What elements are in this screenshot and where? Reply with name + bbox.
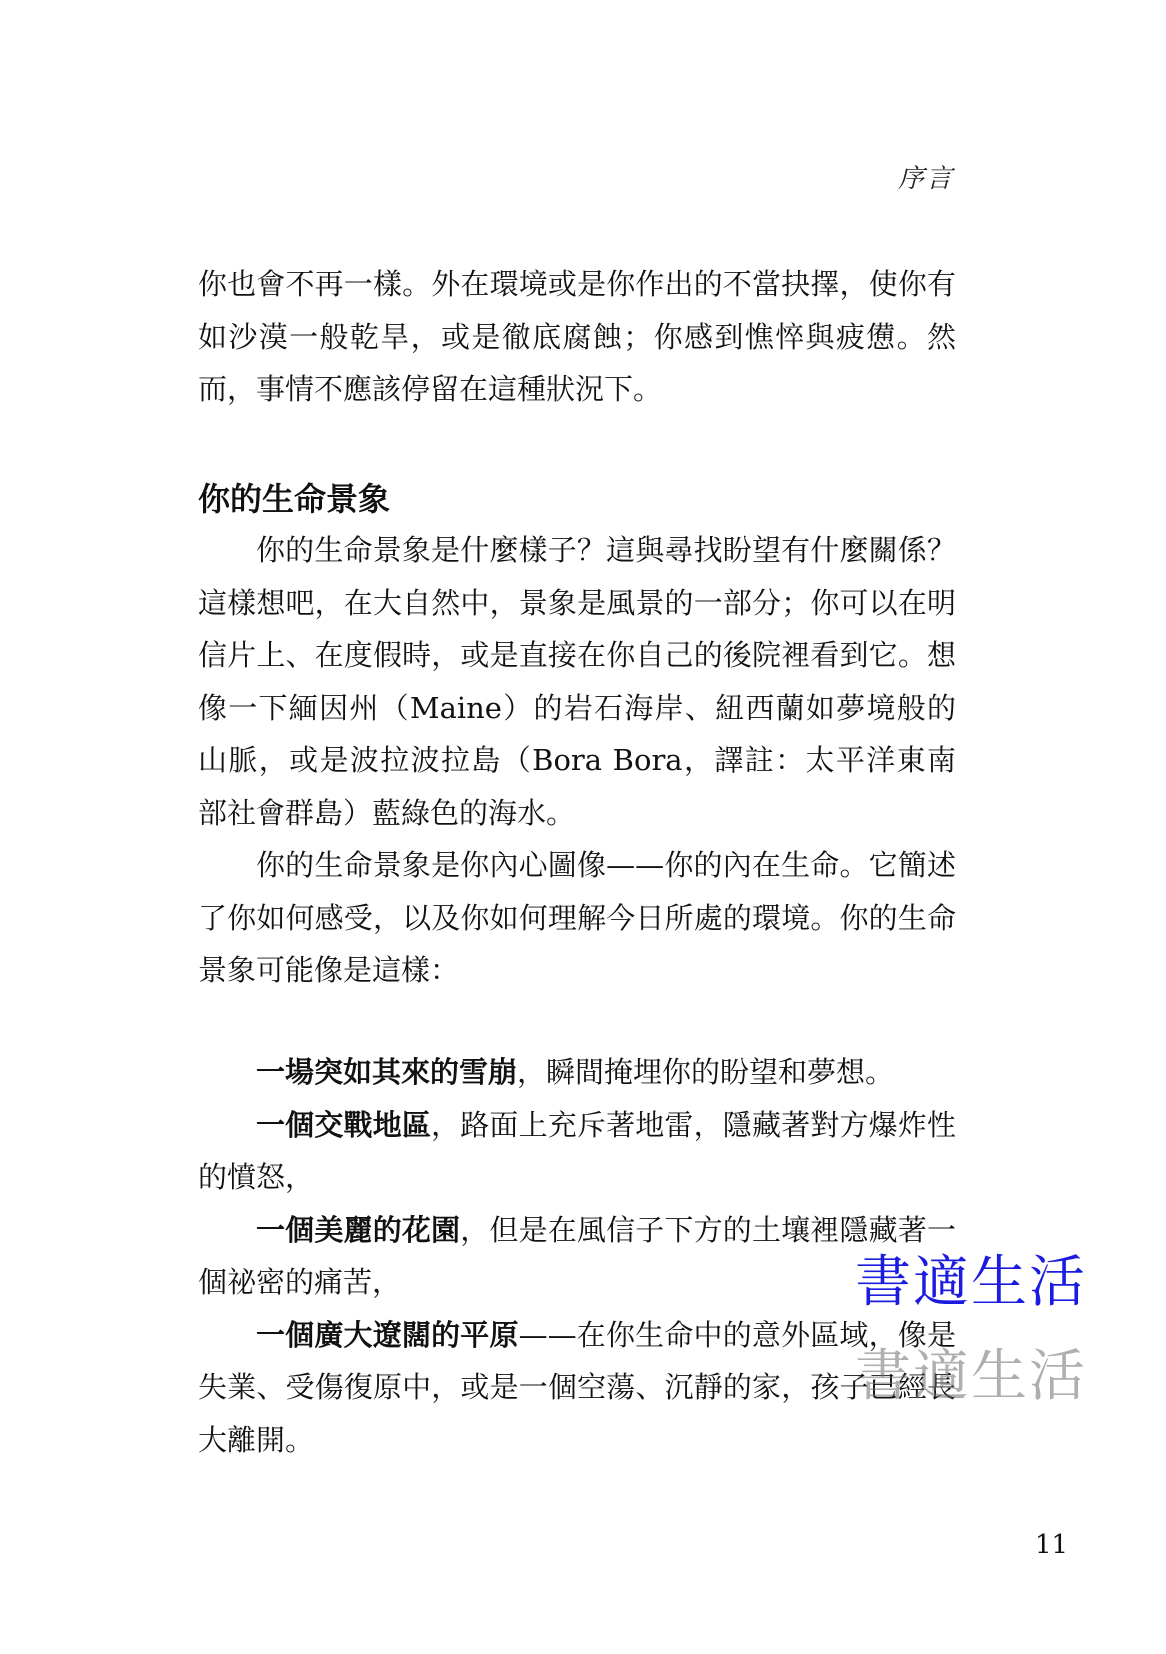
page-number: 11: [1035, 1530, 1069, 1560]
list-item: [198, 1046, 956, 1099]
body-paragraph: 你的生命景象是你內心圖像——你的內在生命。它簡述了你如何感受，以及你如何理解今日所處的環境。你的生命景象可能像是這樣：: [198, 848, 956, 987]
list-item-lead: 一場突如其來的雪崩: [256, 1055, 518, 1089]
publisher-watermark-faded: 書適生活: [855, 1344, 1087, 1409]
list-item-lead: 一個美麗的花園: [256, 1212, 461, 1247]
list-item-text: ，但是在風信子下方的土壤裡隱藏著一個祕密的痛苦，: [198, 1212, 956, 1299]
continued-paragraph: [198, 258, 956, 416]
list-item: [198, 1204, 956, 1309]
list-item-text: ——在你生命中的意外區域，像是失業、受傷復原中，或是一個空蕩、沉靜的家，孩子已經長大離開。: [198, 1317, 956, 1457]
running-head: 序言: [897, 164, 954, 194]
list-item: [198, 1309, 956, 1467]
body-paragraph: 你也會不再一樣。外在環境或是你作出的不當抉擇，使你有如沙漠一般乾旱，或是徹底腐蝕；你感到憔悴與疲憊。然而，事情不應該停留在這種狀況下。: [198, 267, 956, 406]
list-item-text: ，路面上充斥著地雷，隱藏著對方爆炸性的憤怒，: [198, 1107, 956, 1194]
list-item: [198, 1099, 956, 1204]
list-item-lead: 一個交戰地區: [256, 1107, 432, 1142]
publisher-watermark: 書適生活: [855, 1250, 1087, 1315]
list-item-text: ，瞬間掩埋你的盼望和夢想。: [517, 1055, 895, 1089]
landscape-list: [198, 1046, 956, 1466]
body-paragraph: 你的生命景象是什麼樣子？這與尋找盼望有什麼關係？這樣想吧，在大自然中，景象是風景的一部分；你可以在明信片上、在度假時，或是直接在你自己的後院裡看到它。想像一下緬因州（Maine）的岩石海岸、紐西蘭如夢境般的山脈，或是波拉波拉島（Bora Bora，譯註：太平洋東南部社會群島）藍綠色的海水。: [198, 533, 956, 830]
section-body: [198, 524, 956, 997]
section-heading: 你的生命景象: [198, 480, 391, 518]
list-item-lead: 一個廣大遼闊的平原: [256, 1317, 519, 1352]
